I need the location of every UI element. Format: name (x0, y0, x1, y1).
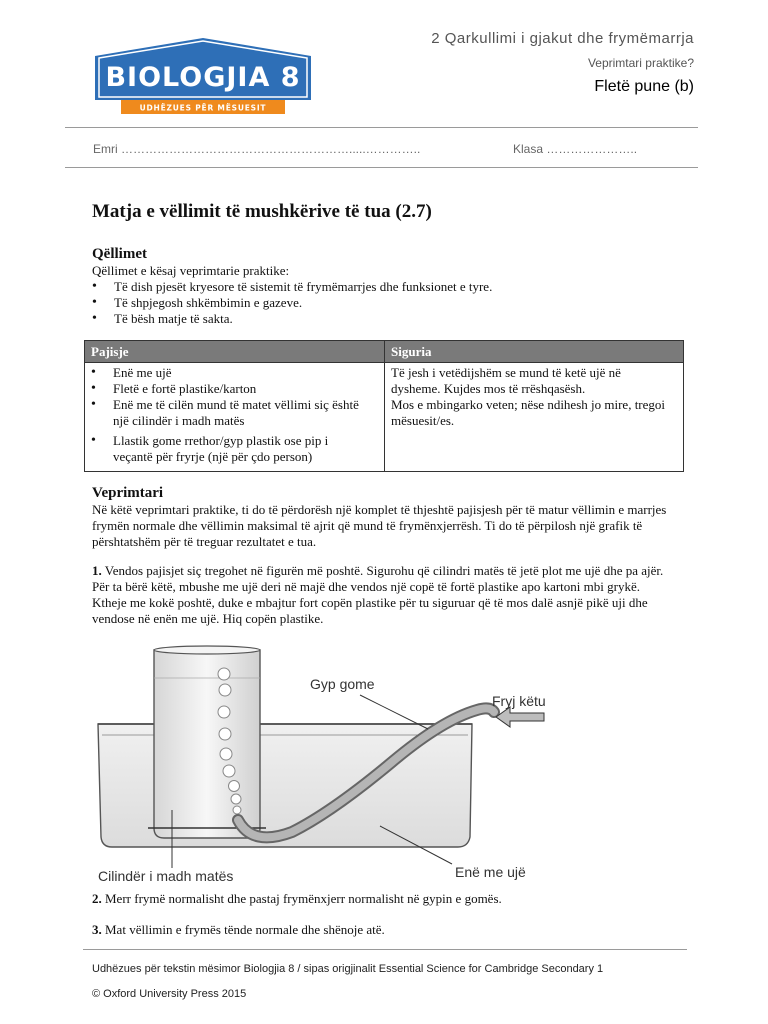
header (431, 30, 694, 96)
list-item: • Enë me ujë (91, 365, 361, 381)
name-dots: ………………………………………………….....………….. (121, 142, 421, 156)
activity-heading: Veprimtari (92, 485, 164, 501)
step-number: 1. (92, 563, 102, 578)
equipment-table (84, 340, 684, 472)
label-water-bowl: Enë me ujë (455, 864, 526, 880)
activity-text: Në këtë veprimtari praktike, ti do të përdorësh një komplet të thjeshtë pajisjesh për të matur vëllimin e marrjes frymën normale dhe vëllimin maksimal të ajrit që mund të frymënxjerrësh. Ti do të përpilosh një grafik të përshtatshëm për të treguar rezultatet e tua. (92, 502, 667, 549)
step-number: 2. (92, 891, 102, 906)
page-title: Matja e vëllimit të mushkërive të tua (2.7) (92, 201, 432, 222)
class-label: Klasa (513, 142, 544, 156)
label-blow-here: Fryj këtu (492, 693, 546, 709)
equipment-header: Pajisje (85, 341, 385, 363)
goals-section (92, 246, 692, 327)
step-text: Mat vëllimin e frymës tënde normale dhe shënoje atë. (101, 922, 385, 937)
safety-cell (385, 363, 684, 472)
worksheet-label: Fletë pune (b) (594, 78, 694, 95)
list-item: • Fletë e fortë plastike/karton (91, 381, 361, 397)
label-measuring-cylinder: Cilindër i madh matës (98, 868, 234, 884)
activity-type: Veprimtari praktike? (587, 56, 694, 70)
footer-source: Udhëzues për tekstin mësimor Biologjia 8 / sipas origjinalit Essential Science for Cambridge Secondary 1 (92, 963, 604, 975)
step-text: Vendos pajisjet siç tregohet në figurën më poshtë. Sigurohu që cilindri matës të jetë plot me ujë dhe pa ajër. Për ta bërë këtë, mbushe me ujë deri në majë dhe vendos një copë të fortë plastike apo kartoni mbi grykë. Ktheje me kokë poshtë, duke e mbajtur fort copën plastike për tu siguruar që të mos dalë asnjë pikë uji dhe vendose në enën me ujë. Hiq copën plastike. (92, 563, 664, 626)
step-2 (92, 891, 674, 907)
step-1 (92, 563, 674, 627)
step-3 (92, 922, 674, 938)
safety-header: Siguria (385, 341, 684, 363)
form-divider (65, 167, 698, 168)
header-divider (65, 127, 698, 128)
goals-intro: Qëllimet e kësaj veprimtarie praktike: (92, 263, 290, 278)
step-text: Merr frymë normalisht dhe pastaj frymënxjerr normalisht në gypin e gomës. (101, 891, 502, 906)
biologjia-logo (95, 38, 311, 114)
goals-list (92, 279, 692, 327)
chapter-title: 2 Qarkullimi i gjakut dhe frymëmarrja (431, 30, 694, 47)
class-field[interactable] (513, 142, 637, 156)
footer-copyright: © Oxford University Press 2015 (92, 988, 247, 1000)
class-dots: ………………….. (546, 142, 638, 156)
list-item: • Llastik gome rrethor/gyp plastik ose pip i veçantë për fryrje (një për çdo person) (91, 433, 361, 465)
list-item: • Të bësh matje të sakta. (92, 311, 692, 327)
name-field[interactable] (93, 142, 420, 156)
label-rubber-tube: Gyp gome (310, 676, 375, 692)
apparatus-figure (92, 642, 566, 888)
name-label: Emri (93, 142, 118, 156)
logo-title: BIOLOGJIA 8 (105, 62, 301, 93)
footer-divider (83, 949, 687, 950)
equipment-cell (85, 363, 385, 472)
list-item: • Enë me të cilën mund të matet vëllimi siç është një cilindër i madh matës (91, 397, 361, 429)
logo-subtitle: UDHËZUES PËR MËSUESIT (139, 103, 267, 113)
list-item: • Të shpjegosh shkëmbimin e gazeve. (92, 295, 692, 311)
list-item: • Të dish pjesët kryesore të sistemit të frymëmarrjes dhe funksionet e tyre. (92, 279, 692, 295)
goals-heading: Qëllimet (92, 246, 147, 262)
activity-section (92, 485, 682, 550)
safety-text: Të jesh i vetëdijshëm se mund të ketë ujë në dysheme. Kujdes mos të rrëshqasësh. Mos e mbingarko veten; nëse ndihesh jo mire, tregoi mësuesit/es. (391, 365, 666, 428)
step-number: 3. (92, 922, 102, 937)
